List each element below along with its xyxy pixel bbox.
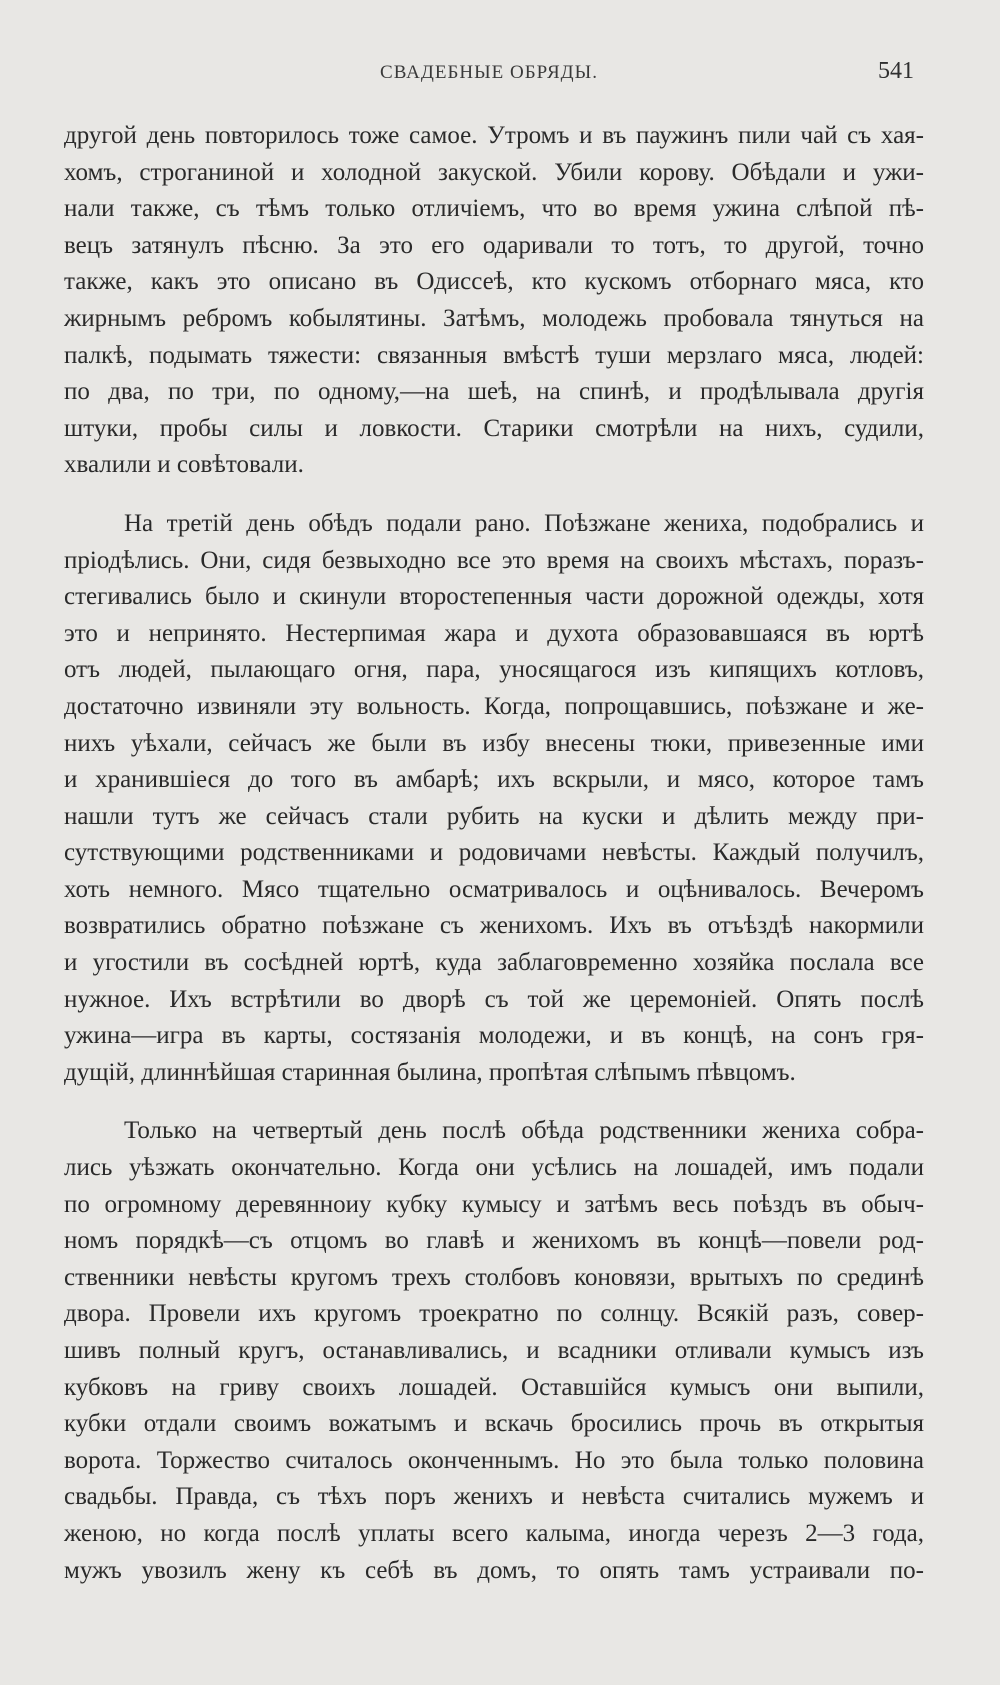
text-line: шивъ полный кругъ, останавливались, и всадники отливали кумысъ изъ — [64, 1337, 924, 1364]
text-line: и угостили въ сосѣдней юртѣ, куда заблаговременно хозяйка послала все — [64, 949, 924, 977]
text-line: нужное. Ихъ встрѣтили во дворѣ съ той же церемоніей. Опять послѣ — [64, 985, 924, 1013]
text-line: дущій, длиннѣйшая старинная былина, пропѣтая слѣпымъ пѣвцомъ. — [64, 1058, 796, 1086]
text-line: мужъ увозилъ жену къ себѣ въ домъ, то опять тамъ устраивали по- — [64, 1556, 924, 1584]
page-header — [64, 58, 914, 92]
text-line: и хранившіеся до того въ амбарѣ; ихъ вскрыли, и мясо, которое тамъ — [64, 766, 924, 794]
text-line: пріодѣлись. Они, сидя безвыходно все это время на своихъ мѣстахъ, поразъ- — [64, 546, 924, 574]
text-line: стегивались было и скинули второстепенныя части дорожной одежды, хотя — [64, 583, 924, 611]
text-line: по огромному деревянноиу кубку кумысу и затѣмъ весь поѣздъ въ обыч- — [64, 1190, 924, 1218]
text-line: другой день повторилось тоже самое. Утромъ и въ паужинъ пили чай съ хая- — [64, 122, 924, 149]
text-line: ужина—игра въ карты, состязанія молодежи, и въ концѣ, на сонъ гря- — [64, 1022, 924, 1050]
text-line: также, какъ это описано въ Одиссеѣ, кто кускомъ отборнаго мяса, кто — [64, 268, 924, 296]
text-line: хомъ, строганиной и холодной закуской. Убили корову. Обѣдали и ужи- — [64, 158, 924, 186]
text-line: женою, но когда послѣ уплаты всего калыма, иногда черезъ 2—3 года, — [64, 1519, 924, 1547]
text-line: кубковъ на гриву своихъ лошадей. Оставшійся кумысъ они выпили, — [64, 1373, 924, 1401]
text-line: нали также, съ тѣмъ только отличіемъ, что во время ужина слѣпой пѣ- — [64, 195, 924, 223]
text-line: двора. Провели ихъ кругомъ троекратно по солнцу. Всякій разъ, совер- — [64, 1300, 924, 1328]
text-line: нашли тутъ же сейчасъ стали рубить на куски и дѣлить между при- — [64, 802, 924, 830]
text-line: кубки отдали своимъ вожатымъ и вскачь бросились прочь въ открытыя — [64, 1410, 924, 1438]
paragraph-3 — [64, 1113, 924, 1589]
body-text — [64, 118, 924, 1589]
running-title: СВАДЕБНЫЕ ОБРЯДЫ. — [380, 62, 598, 83]
text-line: ворота. Торжество считалось оконченнымъ. Но это была только половина — [64, 1446, 924, 1474]
text-line: отъ людей, пылающаго огня, пара, уносящагося изъ кипящихъ котловъ, — [64, 656, 924, 684]
text-line: палкѣ, подымать тяжести: связанныя вмѣстѣ туши мерзлаго мяса, людей: — [64, 341, 924, 369]
text-line: лись уѣзжать окончательно. Когда они усѣлись на лошадей, имъ подали — [64, 1154, 924, 1182]
text-line: возвратились обратно поѣзжане съ женихомъ. Ихъ въ отъѣздѣ накормили — [64, 912, 924, 940]
text-line: хоть немного. Мясо тщательно осматривалось и оцѣнивалось. Вечеромъ — [64, 875, 924, 903]
text-line: На третій день обѣдъ подали рано. Поѣзжане жениха, подобрались и — [124, 509, 924, 537]
text-line: достаточно извиняли эту вольность. Когда, попрощавшись, поѣзжане и же- — [64, 692, 924, 720]
text-line: нихъ уѣхали, сейчасъ же были въ избу внесены тюки, привезенные ими — [64, 729, 924, 757]
paragraph-2 — [64, 506, 924, 1092]
text-line: сутствующими родственниками и родовичами невѣсты. Каждый получилъ, — [64, 839, 924, 867]
text-line: номъ порядкѣ—съ отцомъ во главѣ и женихомъ въ концѣ—повели род- — [64, 1227, 924, 1255]
text-line: вецъ затянулъ пѣсню. За это его одаривали то тотъ, то другой, точно — [64, 231, 924, 259]
text-line: штуки, пробы силы и ловкости. Старики смотрѣли на нихъ, судили, — [64, 414, 924, 442]
text-line: по два, по три, по одному,—на шеѣ, на спинѣ, и продѣлывала другія — [64, 378, 924, 406]
text-line: жирнымъ ребромъ кобылятины. Затѣмъ, молодежь пробовала тянуться на — [64, 304, 924, 332]
page-number: 541 — [878, 58, 914, 84]
text-line: это и непринято. Нестерпимая жара и духота образовавшаяся въ юртѣ — [64, 619, 924, 647]
text-line: ственники невѣсты кругомъ трехъ столбовъ коновязи, врытыхъ по срединѣ — [64, 1263, 924, 1291]
text-line: хвалили и совѣтовали. — [64, 451, 304, 479]
text-line: Только на четвертый день послѣ обѣда родственники жениха собра- — [124, 1117, 924, 1145]
paragraph-1 — [64, 118, 924, 484]
text-line: свадьбы. Правда, съ тѣхъ поръ женихъ и невѣста считались мужемъ и — [64, 1483, 924, 1511]
